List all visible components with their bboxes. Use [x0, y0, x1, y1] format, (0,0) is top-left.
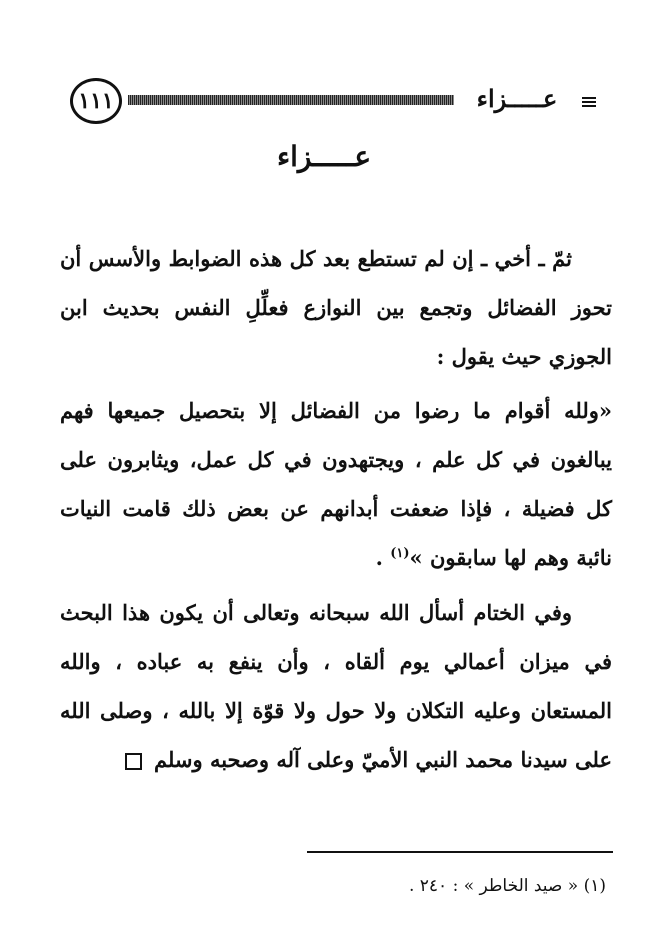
page-header	[70, 78, 610, 128]
footnote: (١) « صيد الخاطر » : ٢٤٠ .	[408, 876, 606, 896]
paragraph-2-quote	[60, 386, 612, 582]
paragraph-1	[60, 234, 612, 381]
paragraph-2-text: «ولله أقوام ما رضوا من الفضائل إلا بتحصيل جميعها فهم يبالغون في كل علم ، ويجتهدون في كل عمل، ويثابرون على كل فضيلة ، فإذا ضعفت أبدانهم عن بعض ذلك قامت النيات نائبة وهم لها سابقون »	[60, 398, 612, 570]
paragraph-3-text: وفي الختام أسأل الله سبحانه وتعالى أن يكون هذا البحث في ميزان أعمالي يوم ألقاه ، وأن ينفع به عباده ، والله المستعان وعليه التكلان ولا حول ولا قوّة إلا بالله ، وصلى الله على سيدنا محمد النبي الأميّ وعلى آله وصحبه وسلم	[60, 600, 612, 772]
paragraph-2-end: .	[375, 545, 391, 570]
paragraph-3	[60, 588, 612, 784]
footnote-rule	[307, 851, 613, 853]
footnote-reference: (١)	[390, 546, 410, 561]
paragraph-1-text: ثمّ ـ أخي ـ إن لم تستطع بعد كل هذه الضوابط والأسس أن تحوز الفضائل وتجمع بين النوازع فعلِّلِ النفس بحديث ابن الجوزي حيث يقول :	[60, 246, 612, 369]
page-number: ١١١	[70, 78, 122, 124]
section-title: عـــــزاء	[276, 140, 372, 173]
end-mark-icon	[125, 753, 142, 770]
header-mark	[582, 95, 596, 107]
header-rule	[128, 95, 454, 105]
running-title: عـــــزاء	[476, 84, 558, 113]
